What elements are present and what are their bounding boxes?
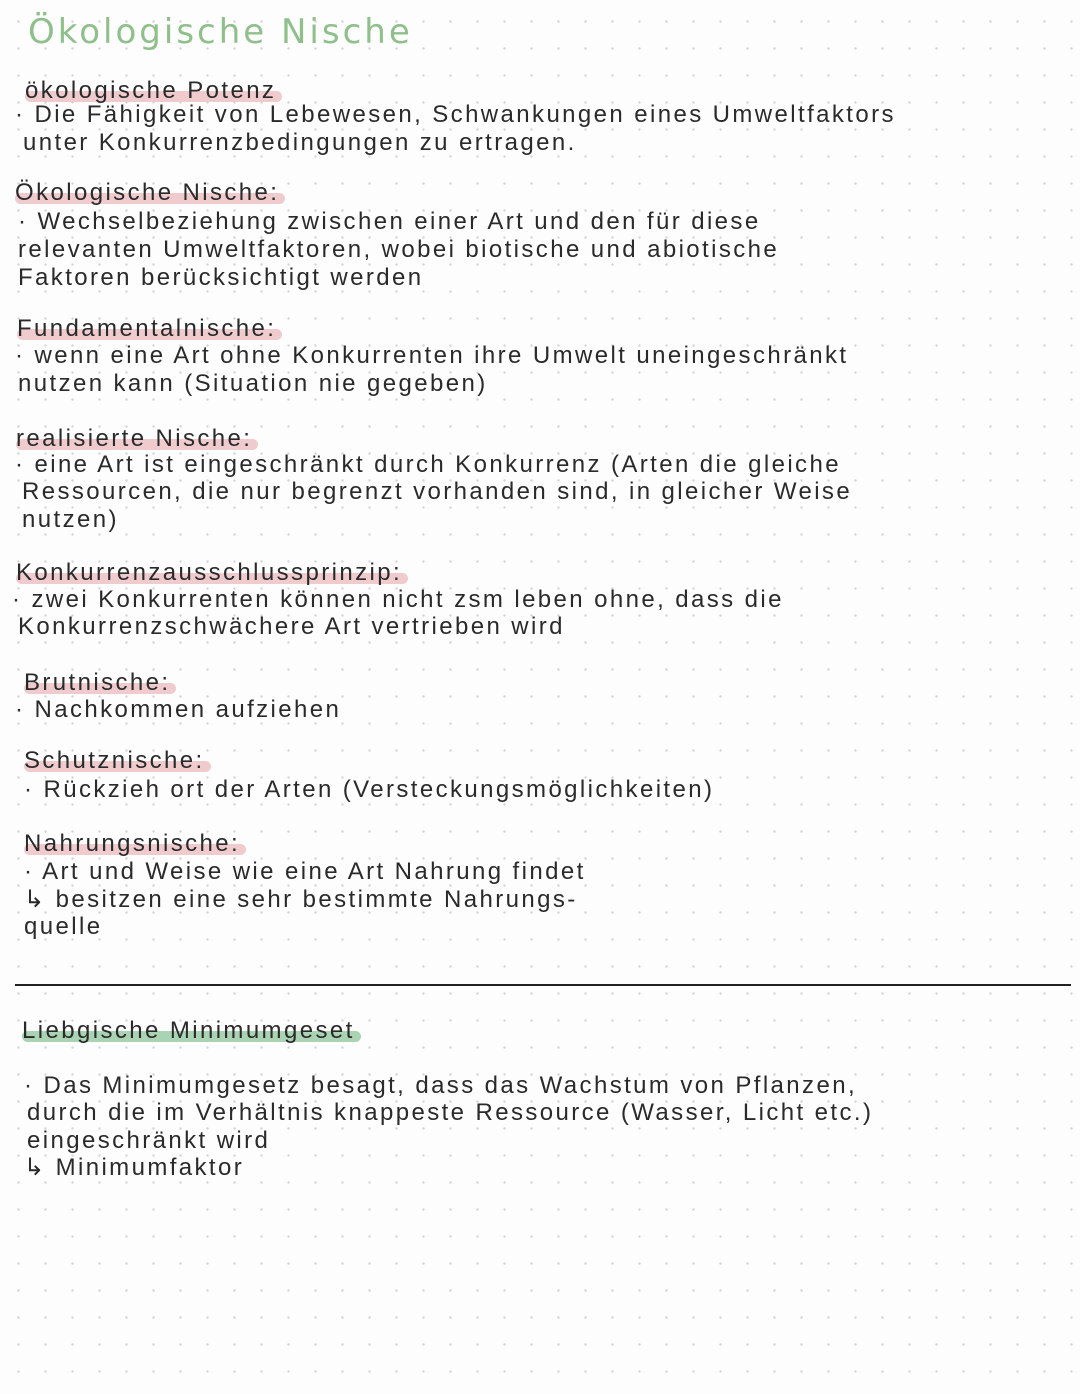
text-line: · eine Art ist eingeschränkt durch Konkurrenz (Arten die gleiche xyxy=(15,451,841,478)
text-line: relevanten Umweltfaktoren, wobei biotische und abiotische xyxy=(18,236,780,263)
text-line: · Wechselbeziehung zwischen einer Art und den für diese xyxy=(18,208,761,235)
text-line: Faktoren berücksichtigt werden xyxy=(18,264,424,291)
text-line: · zwei Konkurrenten können nicht zsm leben ohne, dass die xyxy=(12,586,784,613)
heading-schutznische: Schutznische: xyxy=(24,747,205,774)
heading-fundamentalnische: Fundamentalnische: xyxy=(17,315,277,342)
text-line: Konkurrenzschwächere Art vertrieben wird xyxy=(18,613,565,640)
heading-nahrungsnische: Nahrungsnische: xyxy=(24,830,241,857)
text-line: ↳ besitzen eine sehr bestimmte Nahrungs- xyxy=(24,886,578,913)
heading-oekologische-potenz: ökologische Potenz xyxy=(25,77,277,104)
text-line: quelle xyxy=(24,913,103,940)
text-line: · Die Fähigkeit von Lebewesen, Schwankungen eines Umweltfaktors xyxy=(15,101,896,128)
heading-brutnische: Brutnische: xyxy=(24,669,171,696)
text-line: Ressourcen, die nur begrenzt vorhanden sind, in gleicher Weise xyxy=(22,478,853,505)
text-line: · wenn eine Art ohne Konkurrenten ihre Umwelt uneingeschränkt xyxy=(15,342,849,369)
text-line: · Das Minimumgesetz besagt, dass das Wachstum von Pflanzen, xyxy=(24,1072,858,1099)
text-line: · Rückzieh ort der Arten (Versteckungsmöglichkeiten) xyxy=(24,776,715,803)
text-line: durch die im Verhältnis knappeste Ressource (Wasser, Licht etc.) xyxy=(27,1099,874,1126)
page-title: Ökologische Nische xyxy=(28,12,413,52)
text-line: eingeschränkt wird xyxy=(27,1127,271,1154)
heading-oekologische-nische: Ökologische Nische: xyxy=(15,179,280,206)
heading-minimumgesetz: Liebgische Minimumgeset xyxy=(22,1017,355,1044)
heading-realisierte-nische: realisierte Nische: xyxy=(16,425,253,452)
heading-konkurrenzausschlussprinzip: Konkurrenzausschlussprinzip: xyxy=(16,559,403,586)
text-line: unter Konkurrenzbedingungen zu ertragen. xyxy=(23,129,577,156)
text-line: nutzen) xyxy=(22,506,119,533)
divider-line xyxy=(15,984,1071,986)
text-line: · Art und Weise wie eine Art Nahrung findet xyxy=(24,858,586,885)
text-line: ↳ Minimumfaktor xyxy=(24,1154,245,1181)
text-line: nutzen kann (Situation nie gegeben) xyxy=(18,370,488,397)
text-line: · Nachkommen aufziehen xyxy=(15,696,342,723)
